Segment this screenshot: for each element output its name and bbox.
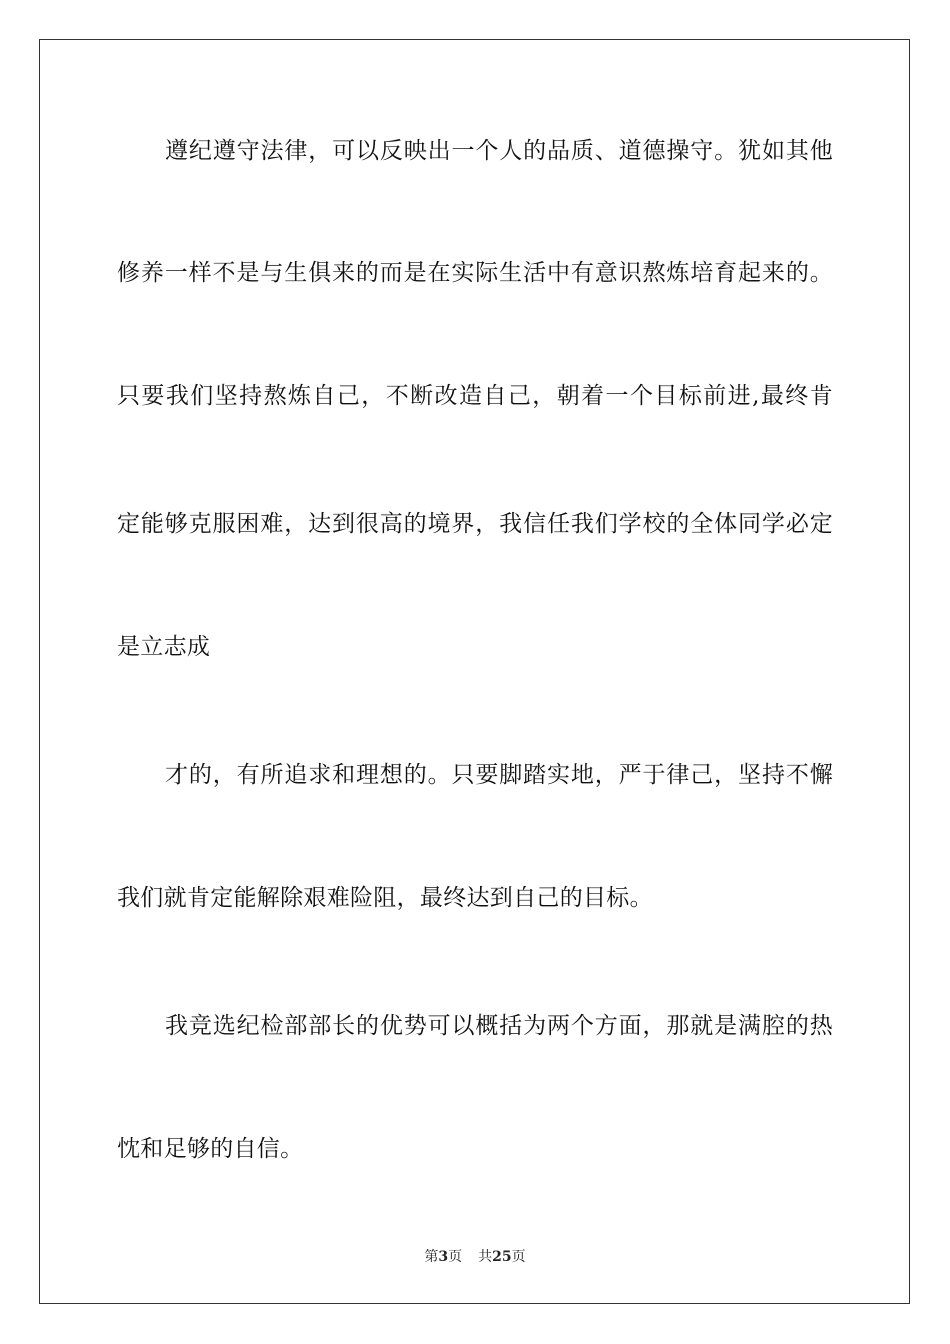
total-prefix: 共 — [478, 1249, 493, 1265]
paragraph-line: 才的，有所追求和理想的。只要脚踏实地，严于律己，坚持不懈 — [165, 762, 833, 788]
total-pages: 25 — [492, 1249, 512, 1265]
page-footer — [0, 1248, 950, 1266]
paragraph-line: 遵纪遵守法律，可以反映出一个人的品质、道德操守。犹如其他 — [165, 138, 833, 164]
page-number: 3 — [438, 1249, 449, 1265]
total-suffix: 页 — [511, 1249, 526, 1265]
paragraph-line: 我竞选纪检部部长的优势可以概括为两个方面，那就是满腔的热 — [165, 1013, 833, 1039]
page-suffix: 页 — [448, 1249, 463, 1265]
paragraph-line: 忱和足够的自信。 — [117, 1136, 304, 1162]
page-prefix: 第 — [424, 1249, 439, 1265]
paragraph-line: 我们就肯定能解除艰难险阻，最终达到自己的目标。 — [117, 885, 653, 911]
page-frame — [39, 39, 910, 1304]
paragraph-line: 修养一样不是与生俱来的而是在实际生活中有意识熬炼培育起来的。 — [117, 260, 833, 286]
paragraph-line: 是立志成 — [117, 634, 211, 660]
paragraph-line: 只要我们坚持熬炼自己，不断改造自己，朝着一个目标前进,最终肯 — [117, 383, 833, 409]
paragraph-line: 定能够克服困难，达到很高的境界，我信任我们学校的全体同学必定 — [117, 511, 833, 537]
